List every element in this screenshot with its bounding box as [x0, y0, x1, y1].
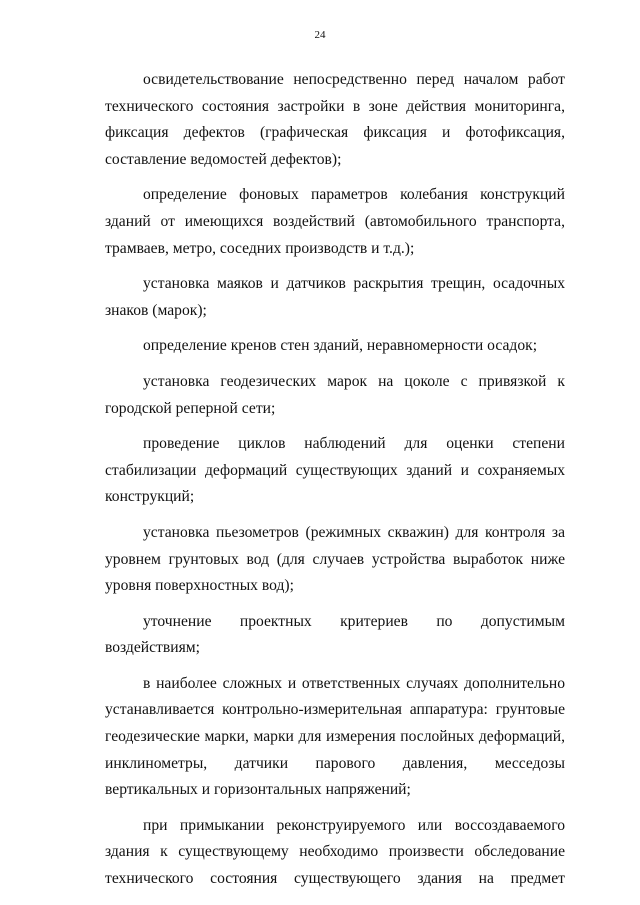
paragraph-vibration-parameters: определение фоновых параметров колебания конструкций зданий от имеющихся воздействий (автомобильного транспорта, трамваев, метро, соседних производств и т.д.); [105, 186, 565, 257]
paragraph-wall-tilt: определение кренов стен зданий, неравномерности осадок; [143, 337, 538, 355]
document-body [105, 67, 565, 893]
paragraph-inspection: освидетельствование непосредственно перед началом работ технического состояния застройки в зоне действия мониторинга, фиксация дефектов (графическая фиксация и фотофиксация, составление ведомостей дефектов); [105, 71, 565, 168]
paragraph-adjacent-building: при примыкании реконструируемого или воссоздаваемого здания к существующему необходимо произвести обследование технического состояния существующего здания на предмет [105, 816, 565, 888]
paragraph-piezometers: установка пьезометров (режимных скважин) для контроля за уровнем грунтовых вод (для случаев устройства выработок ниже уровня поверхностных вод); [105, 523, 565, 595]
page-number: 24 [314, 29, 326, 41]
paragraph-geodetic-marks: установка геодезических марок на цоколе с привязкой к городской реперной сети; [105, 372, 565, 417]
paragraph-crack-sensors: установка маяков и датчиков раскрытия трещин, осадочных знаков (марок); [105, 275, 565, 319]
paragraph-design-criteria: уточнение проектных критериев по допустимым воздействиям; [105, 612, 565, 657]
paragraph-instrumentation: в наиболее сложных и ответственных случаях дополнительно устанавливается контрольно-измерительная аппаратура: грунтовые геодезические марки, марки для измерения послойных деформаций, инклинометры, датчики парового давления, месседозы вертикальных и горизонтальных напряжений; [105, 674, 565, 799]
paragraph-observation-cycles: проведение циклов наблюдений для оценки степени стабилизации деформаций существующих зданий и сохраняемых конструкций; [105, 435, 565, 506]
